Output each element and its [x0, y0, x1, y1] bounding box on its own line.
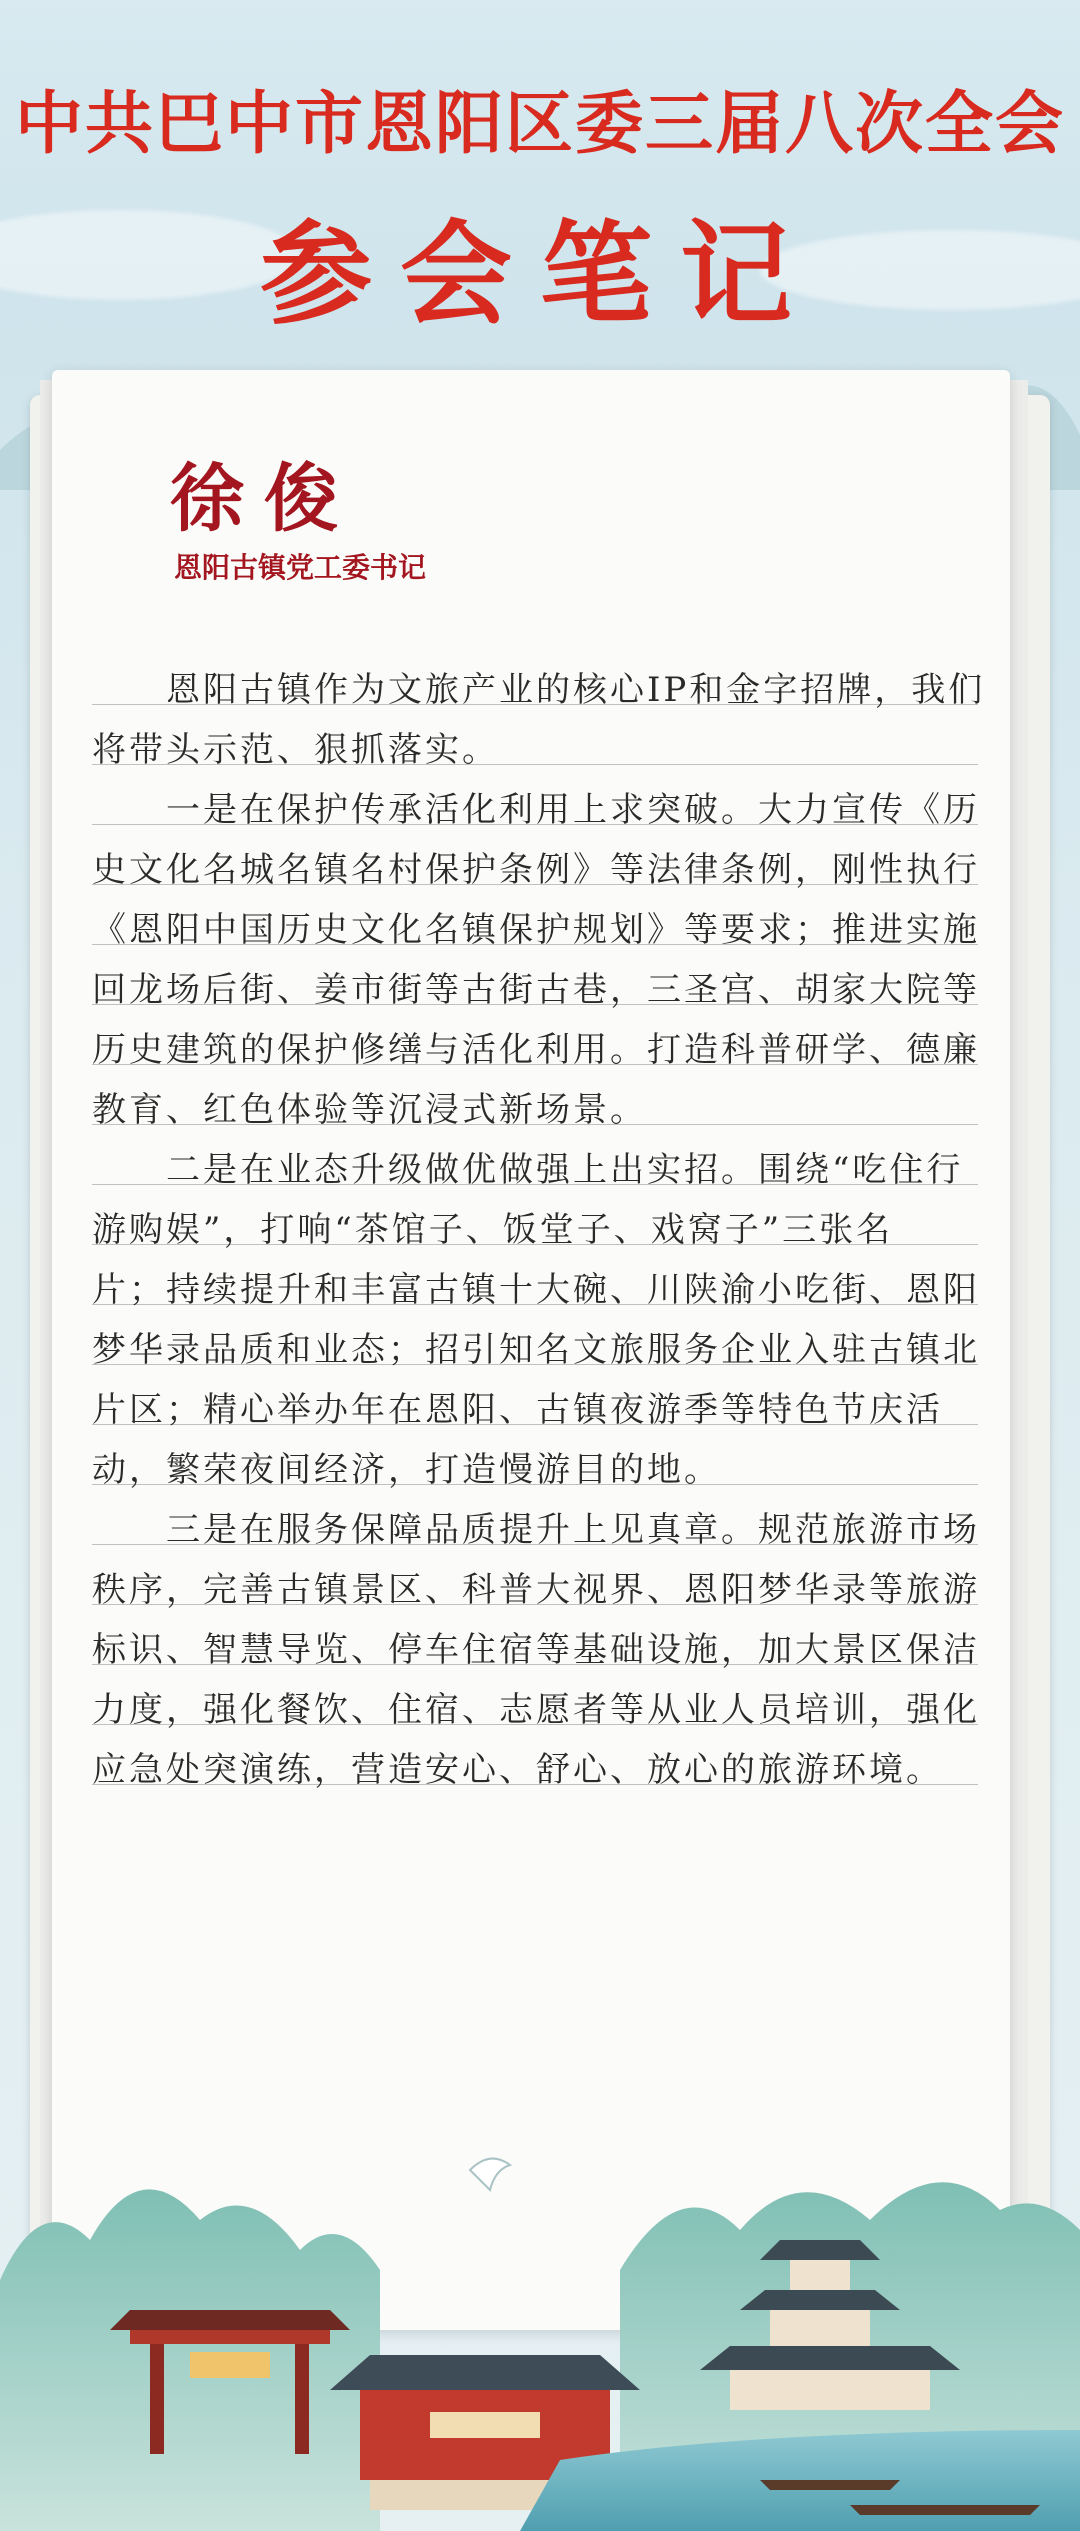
text-line: 恩阳古镇作为文旅产业的核心IP和金字招牌，我们 [92, 670, 986, 710]
text-line: 动，繁荣夜间经济，打造慢游目的地。 [92, 1450, 721, 1490]
text-line: 教育、红色体验等沉浸式新场景。 [92, 1090, 647, 1130]
text-line: 标识、智慧导览、停车住宿等基础设施，加大景区保洁 [92, 1630, 980, 1670]
page-edge-right [1010, 380, 1028, 2320]
text-line: 将带头示范、狠抓落实。 [92, 730, 499, 770]
text-line: 秩序，完善古镇景区、科普大视界、恩阳梦华录等旅游 [92, 1570, 980, 1610]
author-role: 恩阳古镇党工委书记 [174, 551, 427, 584]
header [0, 0, 1080, 340]
text-line: 应急处突演练，营造安心、舒心、放心的旅游环境。 [92, 1750, 943, 1790]
page-subtitle: 参会笔记 [260, 209, 820, 340]
text-line: 梦华录品质和业态；招引知名文旅服务企业入驻古镇北 [92, 1330, 980, 1370]
text-line: 一是在保护传承活化利用上求突破。大力宣传《历 [92, 790, 980, 830]
crane-bird [470, 2159, 510, 2190]
text-line: 《恩阳中国历史文化名镇保护规划》等要求；推进实施 [92, 910, 980, 950]
ancient-town-illustration [0, 2130, 1080, 2531]
page-title: 中共巴中市恩阳区委三届八次全会 [14, 85, 1065, 164]
text-line: 三是在服务保障品质提升上见真章。规范旅游市场 [92, 1510, 980, 1550]
text-line: 历史建筑的保护修缮与活化利用。打造科普研学、德廉 [92, 1030, 980, 1070]
text-line: 游购娱”，打响“茶馆子、饭堂子、戏窝子”三张名 [92, 1210, 894, 1250]
text-line: 二是在业态升级做优做强上出实招。围绕“吃住行 [92, 1150, 964, 1190]
author-name: 徐俊 [170, 456, 358, 542]
text-line: 片区；精心举办年在恩阳、古镇夜游季等特色节庆活 [92, 1390, 943, 1430]
text-line: 回龙场后街、姜市街等古街古巷，三圣宫、胡家大院等 [92, 970, 980, 1010]
text-line: 力度，强化餐饮、住宿、志愿者等从业人员培训，强化 [92, 1690, 980, 1730]
text-line: 片；持续提升和丰富古镇十大碗、川陕渝小吃街、恩阳 [92, 1270, 980, 1310]
text-line: 史文化名城名镇名村保护条例》等法律条例，刚性执行 [92, 850, 980, 890]
